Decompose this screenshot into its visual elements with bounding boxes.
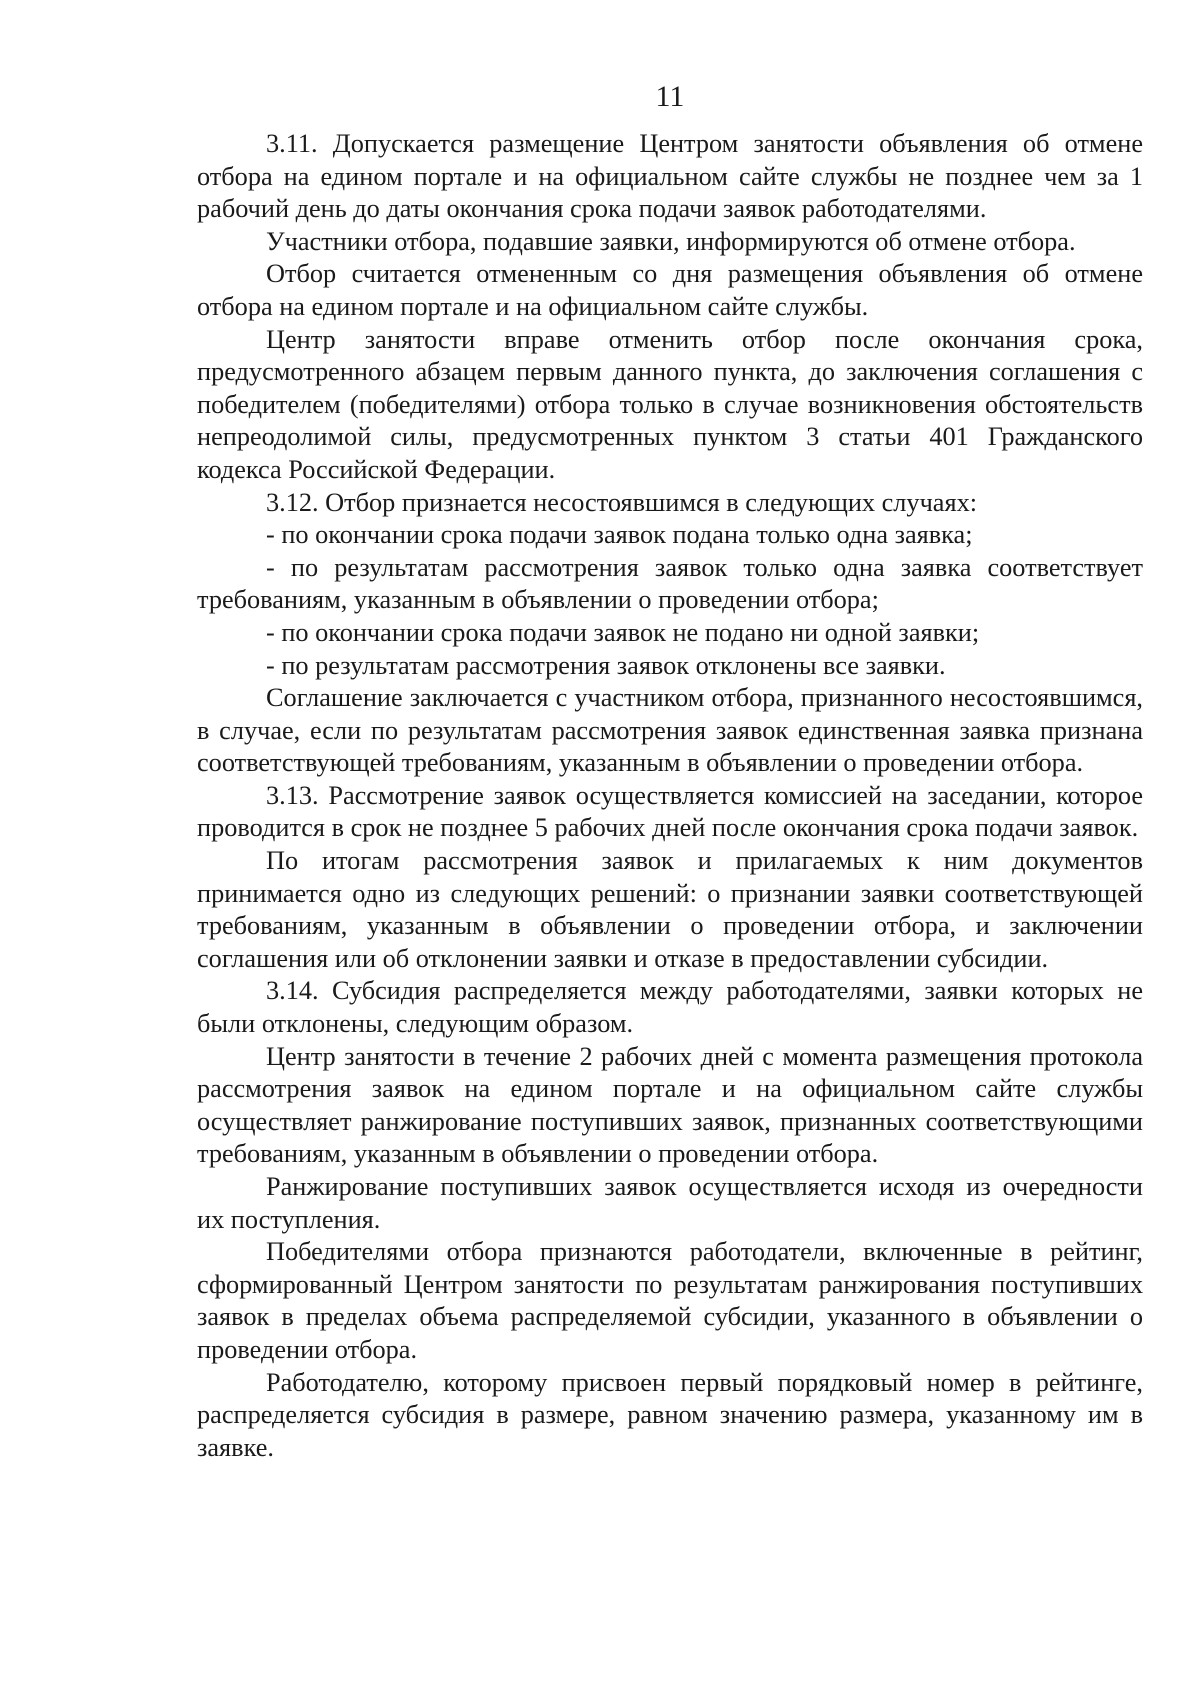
- paragraph: По итогам рассмотрения заявок и прилагаемых к ним документов принимается одно из следующих решений: о признании заявки соответствующей требованиям, указанным в объявлении о проведении отбора, и заключении соглашения или об отклонении заявки и отказе в предоставлении субсидии.: [197, 846, 1143, 973]
- paragraph: Работодателю, которому присвоен первый порядковый номер в рейтинге, распределяется субсидия в размере, равном значению размера, указанному им в заявке.: [197, 1367, 1143, 1462]
- paragraph: Ранжирование поступивших заявок осуществляется исходя из очередности их поступления.: [197, 1172, 1143, 1234]
- paragraph: Отбор считается отмененным со дня размещения объявления об отмене отбора на едином портале и на официальном сайте службы.: [197, 259, 1143, 321]
- paragraph-3-12: 3.12. Отбор признается несостоявшимся в следующих случаях:: [266, 487, 978, 517]
- paragraph-3-11: 3.11. Допускается размещение Центром занятости объявления об отмене отбора на едином портале и на официальном сайте службы не позднее чем за 1 рабочий день до даты окончания срока подачи заявок работодателями.: [197, 129, 1143, 224]
- paragraph: Победителями отбора признаются работодатели, включенные в рейтинг, сформированный Центром занятости по результатам ранжирования поступивших заявок в пределах объема распределяемой субсидии, указанного в объявлении о проведении отбора.: [197, 1237, 1143, 1364]
- paragraph: Центр занятости в течение 2 рабочих дней с момента размещения протокола рассмотрения заявок на едином портале и на официальном сайте службы осуществляет ранжирование поступивших заявок, признанных соответствующими требованиям, указанным в объявлении о проведении отбора.: [197, 1041, 1143, 1169]
- paragraph-3-14: 3.14. Субсидия распределяется между работодателями, заявки которых не были отклонены, следующим образом.: [197, 976, 1143, 1039]
- list-item: - по окончании срока подачи заявок подана только одна заявка;: [266, 520, 973, 550]
- paragraph: Центр занятости вправе отменить отбор после окончания срока, предусмотренного абзацем первым данного пункта, до заключения соглашения с победителем (победителями) отбора только в случае возникновения обстоятельств непреодолимой силы, предусмотренных пунктом 3 статьи 401 Гражданского кодекса Российской Федерации.: [197, 324, 1143, 484]
- list-item: - по результатам рассмотрения заявок только одна заявка соответствует требованиям, указанным в объявлении о проведении отбора;: [197, 552, 1143, 615]
- list-item: - по результатам рассмотрения заявок отклонены все заявки.: [266, 650, 946, 680]
- paragraph-3-13: 3.13. Рассмотрение заявок осуществляется комиссией на заседании, которое проводится в срок не позднее 5 рабочих дней после окончания срока подачи заявок.: [197, 780, 1143, 843]
- paragraph: Участники отбора, подавшие заявки, информируются об отмене отбора.: [266, 226, 1076, 256]
- list-item: - по окончании срока подачи заявок не подано ни одной заявки;: [266, 617, 980, 647]
- paragraph: Соглашение заключается с участником отбора, признанного несостоявшимся, в случае, если по результатам рассмотрения заявок единственная заявка признана соответствующей требованиям, указанным в объявлении о проведении отбора.: [197, 683, 1143, 778]
- document-body: [197, 128, 1143, 1464]
- page-number: 11: [655, 80, 685, 113]
